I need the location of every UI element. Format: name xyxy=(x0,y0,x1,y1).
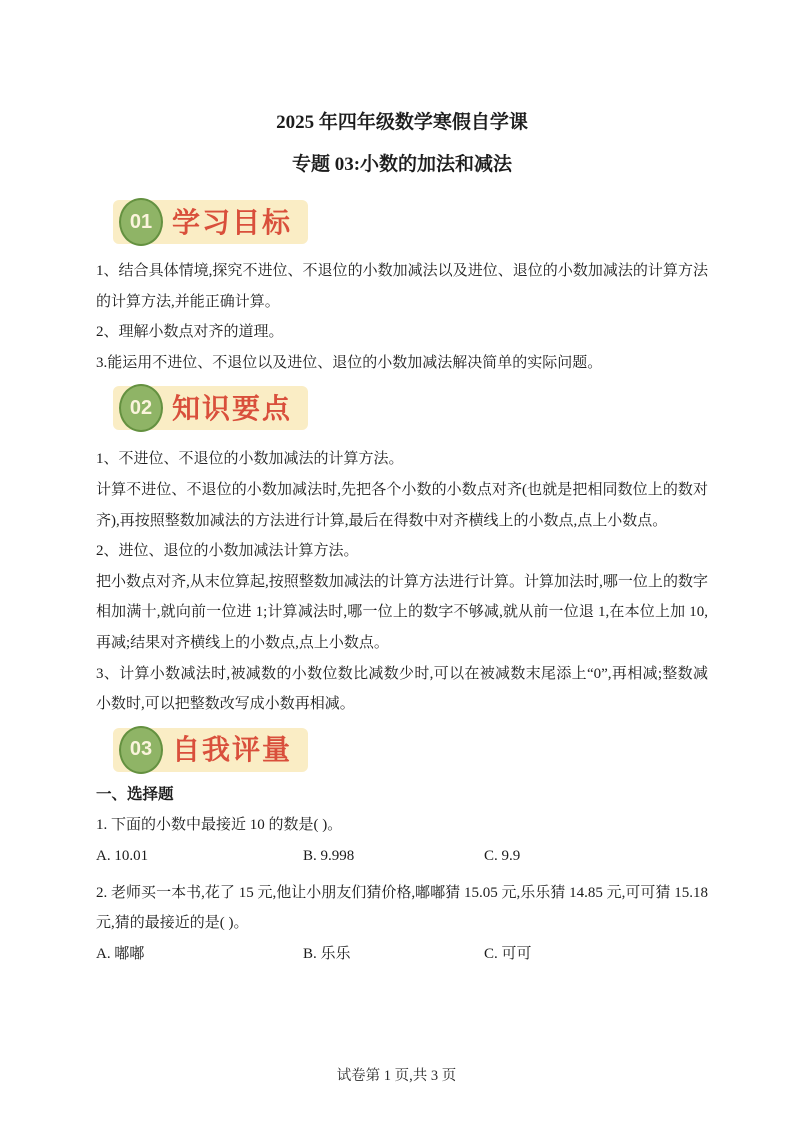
question-2-text: 2. 老师买一本书,花了 15 元,他让小朋友们猜价格,嘟嘟猜 15.05 元,乐乐猜 14.85 元,可可猜 15.18 元,猜的最接近的是( )。 xyxy=(96,884,708,932)
paragraph: 1、不进位、不退位的小数加减法的计算方法。 xyxy=(96,451,404,468)
question-1-option-a: A. 10.01 xyxy=(96,847,149,864)
question-1-text: 1. 下面的小数中最接近 10 的数是( )。 xyxy=(96,817,343,834)
section-02-number-badge: 02 xyxy=(119,384,163,432)
paragraph: 计算不进位、不退位的小数加减法时,先把各个小数的小数点对齐(也就是把相同数位上的数对齐),再按照整数加减法的方法进行计算,最后在得数中对齐横线上的小数点,点上小数点。 xyxy=(96,481,708,529)
paragraph: 把小数点对齐,从末位算起,按照整数加减法的计算方法进行计算。计算加法时,哪一位上的数字相加满十,就向前一位进 1;计算减法时,哪一位上的数字不够减,就从前一位退 1,在本位上加 10,再减;结果对齐横线上的小数点,点上小数点。 xyxy=(96,573,708,651)
section-03-header xyxy=(113,728,308,772)
question-1-options xyxy=(96,841,708,872)
section-01-title-label: 学习目标 xyxy=(172,206,293,238)
section-02-body xyxy=(96,444,708,719)
section-03-number-badge: 03 xyxy=(119,726,163,774)
page-title: 2025 年四年级数学寒假自学课 xyxy=(276,112,528,133)
paragraph: 2、进位、退位的小数加减法计算方法。 xyxy=(96,543,359,560)
question-1-option-b: B. 9.998 xyxy=(303,847,355,864)
document-content xyxy=(96,0,708,969)
question-1-option-c: C. 9.9 xyxy=(484,847,521,864)
paragraph: 2、理解小数点对齐的道理。 xyxy=(96,324,284,341)
page-subtitle: 专题 03:小数的加法和减法 xyxy=(291,154,513,175)
choice-questions-subheading: 一、选择题 xyxy=(96,785,174,803)
section-01-number-badge: 01 xyxy=(119,198,163,246)
section-02-header xyxy=(113,386,308,430)
section-01-body xyxy=(96,256,708,378)
page-footer: 试卷第 1 页,共 3 页 xyxy=(336,1068,457,1084)
section-03-title-label: 自我评量 xyxy=(172,734,293,766)
question-2-option-a: A. 嘟嘟 xyxy=(96,945,145,962)
paragraph: 3、计算小数减法时,被减数的小数位数比减数少时,可以在被减数末尾添上“0”,再相减;整数减小数时,可以把整数改写成小数再相减。 xyxy=(96,665,708,713)
question-2-option-b: B. 乐乐 xyxy=(303,945,351,962)
section-02-title-label: 知识要点 xyxy=(172,392,293,424)
paragraph: 1、结合具体情境,探究不进位、不退位的小数加减法以及进位、退位的小数加减法的计算方法的计算方法,并能正确计算。 xyxy=(96,263,708,310)
question-2-options xyxy=(96,939,708,970)
section-01-header xyxy=(113,200,308,244)
paragraph: 3.能运用不进位、不退位以及进位、退位的小数加减法解决简单的实际问题。 xyxy=(96,354,603,371)
question-2-option-c: C. 可可 xyxy=(484,945,532,962)
